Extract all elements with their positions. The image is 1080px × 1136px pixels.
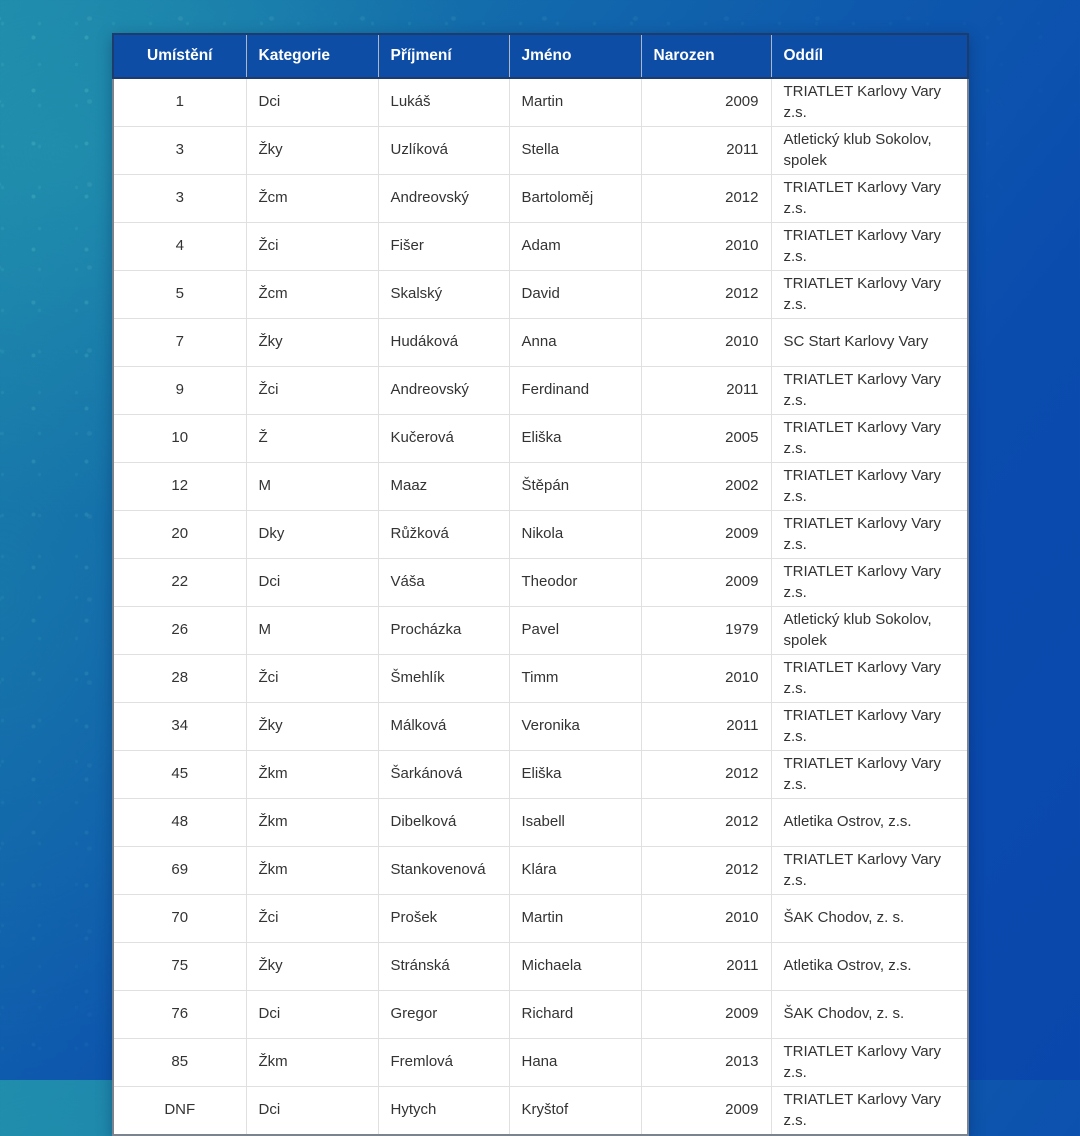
table-cell-oddil: TRIATLET Karlovy Vary z.s. (771, 559, 968, 607)
table-row (113, 463, 968, 511)
table-row (113, 799, 968, 847)
table-cell-umisteni: 75 (113, 943, 246, 991)
table-row (113, 271, 968, 319)
table-cell-kategorie: Žcm (246, 271, 378, 319)
table-cell-umisteni: 9 (113, 367, 246, 415)
table-cell-oddil: TRIATLET Karlovy Vary z.s. (771, 1087, 968, 1136)
table-cell-narozen: 2012 (641, 847, 771, 895)
table-cell-umisteni: 20 (113, 511, 246, 559)
table-cell-kategorie: Dci (246, 991, 378, 1039)
table-cell-jmeno: Anna (509, 319, 641, 367)
table-cell-jmeno: Michaela (509, 943, 641, 991)
table-cell-narozen: 2009 (641, 78, 771, 127)
table-cell-narozen: 2009 (641, 511, 771, 559)
table-cell-narozen: 2013 (641, 1039, 771, 1087)
table-cell-jmeno: Timm (509, 655, 641, 703)
table-cell-jmeno: Isabell (509, 799, 641, 847)
table-cell-oddil: TRIATLET Karlovy Vary z.s. (771, 463, 968, 511)
table-cell-narozen: 2005 (641, 415, 771, 463)
table-cell-narozen: 2012 (641, 751, 771, 799)
table-cell-narozen: 2011 (641, 367, 771, 415)
table-cell-jmeno: Richard (509, 991, 641, 1039)
table-cell-kategorie: Ž (246, 415, 378, 463)
table-cell-kategorie: Žky (246, 943, 378, 991)
table-cell-prijmeni: Váša (378, 559, 509, 607)
table-cell-kategorie: Žci (246, 655, 378, 703)
table-cell-narozen: 2011 (641, 943, 771, 991)
table-cell-narozen: 1979 (641, 607, 771, 655)
column-header-narozen: Narozen (641, 34, 771, 78)
table-cell-jmeno: Theodor (509, 559, 641, 607)
table-cell-narozen: 2011 (641, 703, 771, 751)
table-cell-oddil: TRIATLET Karlovy Vary z.s. (771, 415, 968, 463)
table-cell-umisteni: 7 (113, 319, 246, 367)
table-cell-prijmeni: Uzlíková (378, 127, 509, 175)
table-cell-prijmeni: Stránská (378, 943, 509, 991)
table-cell-prijmeni: Fišer (378, 223, 509, 271)
table-row (113, 415, 968, 463)
table-cell-kategorie: Žci (246, 367, 378, 415)
table-cell-umisteni: 34 (113, 703, 246, 751)
table-cell-oddil: TRIATLET Karlovy Vary z.s. (771, 847, 968, 895)
table-cell-umisteni: 3 (113, 127, 246, 175)
table-cell-oddil: TRIATLET Karlovy Vary z.s. (771, 511, 968, 559)
table-cell-narozen: 2011 (641, 127, 771, 175)
table-cell-jmeno: Ferdinand (509, 367, 641, 415)
table-cell-narozen: 2010 (641, 223, 771, 271)
table-cell-umisteni: 12 (113, 463, 246, 511)
table-cell-oddil: TRIATLET Karlovy Vary z.s. (771, 655, 968, 703)
table-cell-umisteni: 5 (113, 271, 246, 319)
table-cell-kategorie: Žkm (246, 751, 378, 799)
table-cell-narozen: 2002 (641, 463, 771, 511)
table-cell-umisteni: 10 (113, 415, 246, 463)
table-cell-prijmeni: Růžková (378, 511, 509, 559)
table-cell-oddil: SC Start Karlovy Vary (771, 319, 968, 367)
table-cell-kategorie: Žkm (246, 847, 378, 895)
table-cell-jmeno: Nikola (509, 511, 641, 559)
table-row (113, 175, 968, 223)
results-table-container (112, 33, 967, 1136)
table-cell-oddil: TRIATLET Karlovy Vary z.s. (771, 703, 968, 751)
table-cell-kategorie: Žky (246, 319, 378, 367)
table-cell-prijmeni: Skalský (378, 271, 509, 319)
table-cell-prijmeni: Andreovský (378, 175, 509, 223)
table-cell-umisteni: 28 (113, 655, 246, 703)
table-row (113, 511, 968, 559)
table-cell-narozen: 2012 (641, 271, 771, 319)
table-cell-oddil: Atletický klub Sokolov, spolek (771, 127, 968, 175)
table-cell-prijmeni: Stankovenová (378, 847, 509, 895)
table-cell-jmeno: Pavel (509, 607, 641, 655)
table-cell-prijmeni: Dibelková (378, 799, 509, 847)
table-row (113, 607, 968, 655)
column-header-jmeno: Jméno (509, 34, 641, 78)
table-cell-kategorie: Žkm (246, 1039, 378, 1087)
table-cell-oddil: TRIATLET Karlovy Vary z.s. (771, 271, 968, 319)
table-cell-narozen: 2009 (641, 991, 771, 1039)
table-cell-oddil: TRIATLET Karlovy Vary z.s. (771, 223, 968, 271)
column-header-umisteni: Umístění (113, 34, 246, 78)
table-cell-narozen: 2012 (641, 799, 771, 847)
table-cell-umisteni: 1 (113, 78, 246, 127)
table-cell-jmeno: Hana (509, 1039, 641, 1087)
table-cell-narozen: 2010 (641, 895, 771, 943)
table-row (113, 1087, 968, 1136)
table-cell-umisteni: 70 (113, 895, 246, 943)
table-cell-umisteni: 4 (113, 223, 246, 271)
table-cell-prijmeni: Maaz (378, 463, 509, 511)
table-row (113, 991, 968, 1039)
table-row (113, 943, 968, 991)
table-cell-prijmeni: Hytych (378, 1087, 509, 1136)
table-row (113, 78, 968, 127)
table-row (113, 367, 968, 415)
table-cell-kategorie: Žcm (246, 175, 378, 223)
table-cell-kategorie: Dci (246, 1087, 378, 1136)
table-row (113, 895, 968, 943)
column-header-oddil: Oddíl (771, 34, 968, 78)
table-cell-prijmeni: Gregor (378, 991, 509, 1039)
column-header-kategorie: Kategorie (246, 34, 378, 78)
results-table (112, 33, 969, 1136)
table-cell-jmeno: Eliška (509, 751, 641, 799)
table-cell-kategorie: Žci (246, 895, 378, 943)
table-row (113, 751, 968, 799)
table-cell-prijmeni: Andreovský (378, 367, 509, 415)
table-row (113, 847, 968, 895)
table-row (113, 127, 968, 175)
table-cell-jmeno: Klára (509, 847, 641, 895)
table-cell-kategorie: Dci (246, 78, 378, 127)
table-cell-prijmeni: Málková (378, 703, 509, 751)
table-cell-umisteni: 22 (113, 559, 246, 607)
table-cell-kategorie: Žky (246, 127, 378, 175)
table-cell-jmeno: Eliška (509, 415, 641, 463)
table-cell-jmeno: Martin (509, 895, 641, 943)
table-row (113, 703, 968, 751)
column-header-prijmeni: Příjmení (378, 34, 509, 78)
table-cell-jmeno: Stella (509, 127, 641, 175)
table-cell-narozen: 2009 (641, 1087, 771, 1136)
table-cell-umisteni: 76 (113, 991, 246, 1039)
table-cell-prijmeni: Hudáková (378, 319, 509, 367)
table-cell-jmeno: Bartoloměj (509, 175, 641, 223)
table-cell-oddil: ŠAK Chodov, z. s. (771, 991, 968, 1039)
table-cell-jmeno: Martin (509, 78, 641, 127)
table-cell-umisteni: 85 (113, 1039, 246, 1087)
table-cell-narozen: 2012 (641, 175, 771, 223)
table-cell-oddil: TRIATLET Karlovy Vary z.s. (771, 751, 968, 799)
table-row (113, 655, 968, 703)
table-cell-umisteni: 3 (113, 175, 246, 223)
table-row (113, 1039, 968, 1087)
table-cell-prijmeni: Lukáš (378, 78, 509, 127)
results-table-body (113, 78, 968, 1135)
table-cell-kategorie: Žkm (246, 799, 378, 847)
table-cell-prijmeni: Šmehlík (378, 655, 509, 703)
table-cell-prijmeni: Fremlová (378, 1039, 509, 1087)
table-cell-oddil: ŠAK Chodov, z. s. (771, 895, 968, 943)
table-cell-oddil: Atletika Ostrov, z.s. (771, 799, 968, 847)
table-cell-prijmeni: Procházka (378, 607, 509, 655)
table-cell-oddil: Atletika Ostrov, z.s. (771, 943, 968, 991)
table-cell-oddil: Atletický klub Sokolov, spolek (771, 607, 968, 655)
table-cell-kategorie: M (246, 463, 378, 511)
table-cell-kategorie: M (246, 607, 378, 655)
table-row (113, 223, 968, 271)
table-cell-jmeno: Štěpán (509, 463, 641, 511)
table-cell-jmeno: David (509, 271, 641, 319)
table-cell-oddil: TRIATLET Karlovy Vary z.s. (771, 1039, 968, 1087)
table-cell-kategorie: Dky (246, 511, 378, 559)
table-cell-umisteni: 26 (113, 607, 246, 655)
results-table-header-row (113, 34, 968, 78)
table-cell-umisteni: 48 (113, 799, 246, 847)
table-cell-jmeno: Kryštof (509, 1087, 641, 1136)
table-cell-umisteni: 69 (113, 847, 246, 895)
results-table-head (113, 34, 968, 78)
table-row (113, 559, 968, 607)
table-cell-prijmeni: Šarkánová (378, 751, 509, 799)
table-cell-prijmeni: Kučerová (378, 415, 509, 463)
table-cell-oddil: TRIATLET Karlovy Vary z.s. (771, 367, 968, 415)
table-cell-umisteni: 45 (113, 751, 246, 799)
table-cell-umisteni: DNF (113, 1087, 246, 1136)
table-cell-narozen: 2010 (641, 655, 771, 703)
table-cell-kategorie: Dci (246, 559, 378, 607)
table-cell-kategorie: Žky (246, 703, 378, 751)
table-cell-oddil: TRIATLET Karlovy Vary z.s. (771, 78, 968, 127)
table-cell-oddil: TRIATLET Karlovy Vary z.s. (771, 175, 968, 223)
table-cell-jmeno: Veronika (509, 703, 641, 751)
table-cell-narozen: 2010 (641, 319, 771, 367)
table-row (113, 319, 968, 367)
table-cell-prijmeni: Prošek (378, 895, 509, 943)
table-cell-jmeno: Adam (509, 223, 641, 271)
table-cell-narozen: 2009 (641, 559, 771, 607)
table-cell-kategorie: Žci (246, 223, 378, 271)
